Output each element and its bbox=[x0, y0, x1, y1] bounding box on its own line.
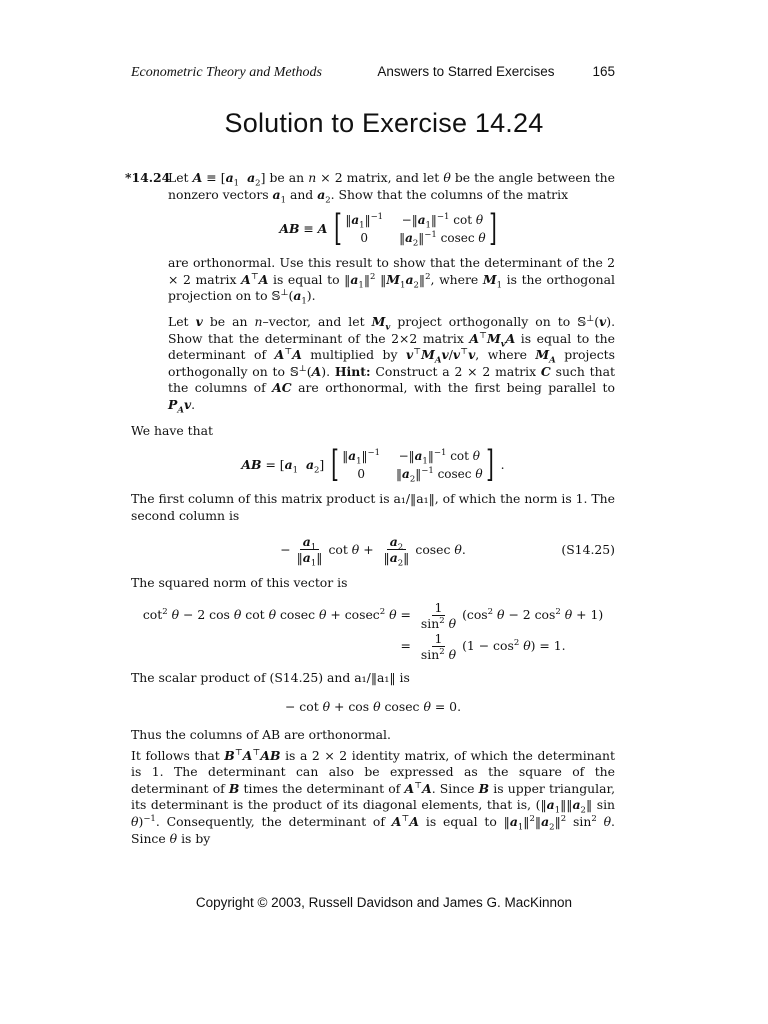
running-header bbox=[131, 64, 615, 81]
equation-tag: (S14.25) bbox=[561, 541, 615, 557]
equation-squared-norm: $\cot^2 \theta - 2$ cos θ cot θ cosec θ + cosec$^2$ θ = $\frac{1}{\sin^2 \theta}$ ($\cos^2$ θ − 2 $\cos^2 \theta + 1$) = $\frac{1}{\sin^2 \theta}$ $(1 - \cos^2 \theta) = 1$. bbox=[142, 599, 604, 662]
section-title: Answers to Starred Exercises bbox=[377, 64, 555, 79]
equation-ab-product: AB = [$a_1$ $a_2$] [ $‖a_1‖^{-1}$ $-‖a_1‖^{-1}$ cot θ 0 $‖a_2‖^{-1}$ cosec θ ] . bbox=[241, 444, 505, 486]
exercise-number: *14.24 bbox=[125, 170, 171, 185]
orthonormal-conclusion: Thus the columns of AB are orthonormal. bbox=[131, 727, 391, 743]
exercise-para-1: Let $A \equiv [a_1$ $a_2$] be an n × 2 matrix, and let θ be the angle between the nonzero vectors $a_1$ and $a_2$. Show that the columns of the matrix bbox=[168, 170, 615, 206]
squared-norm-text: The squared norm of this vector is bbox=[131, 575, 348, 591]
scalar-product-text: The scalar product of (S14.25) and a₁/‖a₁‖ is bbox=[131, 669, 410, 685]
exercise-para-2: are orthonormal. Use this result to show that the determinant of the 2 × 2 matrix A⊤A is equal to $‖a_1‖^2$ $‖M_1a_2‖^2$, where $M_1$ is the orthogonal projection on to $𝕊^\perp(a_1)$. bbox=[168, 255, 616, 307]
document-body bbox=[125, 170, 616, 847]
exercise-statement bbox=[125, 170, 616, 416]
equation-scalar-product: − cot θ + cos θ cosec θ = 0. bbox=[284, 698, 462, 714]
determinant-paragraph: It follows that B⊤A⊤AB is a 2 × 2 identity matrix, of which the determinant is 1. The determinant can also be expressed as the square of the determinant of B times the determinant of A⊤A. Since B is upper triangular, its determinant is the product of its diagonal elements, that is, ($‖a_1‖‖a_2‖$ sin θ)$^{-1}$. Consequently, the determinant of A⊤A is equal to $‖a_1‖^2‖a_2‖^2$ $\sin^2 \theta$. Since θ is by bbox=[131, 747, 616, 846]
exercise-para-3: Let v be an n–vector, and let $M_v$ project orthogonally on to 𝕊⊥(v). Show that the determinant of the 2×2 matrix $A^⊤M_vA$ is equal to the determinant of A⊤A multiplied by $v^⊤M_Av/v^⊤v$, where $M_A$ projects orthogonally on to 𝕊⊥(A). Hint: Construct a 2 × 2 matrix C such that the columns of AC are orthonormal, with the first being parallel to $P_Av$. bbox=[168, 313, 616, 416]
copyright-footer: Copyright © 2003, Russell Davidson and James G. MacKinnon bbox=[195, 895, 573, 910]
book-title: Econometric Theory and Methods bbox=[131, 65, 322, 80]
first-column-text: The first column of this matrix product is a₁/‖a₁‖, of which the norm is 1. The second column is bbox=[131, 491, 615, 523]
equation-ab-definition: AB ≡ A [ $‖a_1‖^{-1}$ $-‖a_1‖^{-1}$ cot θ 0 $‖a_2‖^{-1}$ cosec θ ] bbox=[279, 208, 497, 250]
page-title: Solution to Exercise 14.24 bbox=[224, 108, 544, 138]
equation-s14-25: − $\frac{a_1}{‖a_1‖}$ cot θ + $\frac{a_2}{‖a_2‖}$ cosec θ. (S14.25) bbox=[280, 534, 615, 569]
page-number: 165 bbox=[592, 64, 615, 79]
we-have-text: We have that bbox=[131, 422, 213, 438]
